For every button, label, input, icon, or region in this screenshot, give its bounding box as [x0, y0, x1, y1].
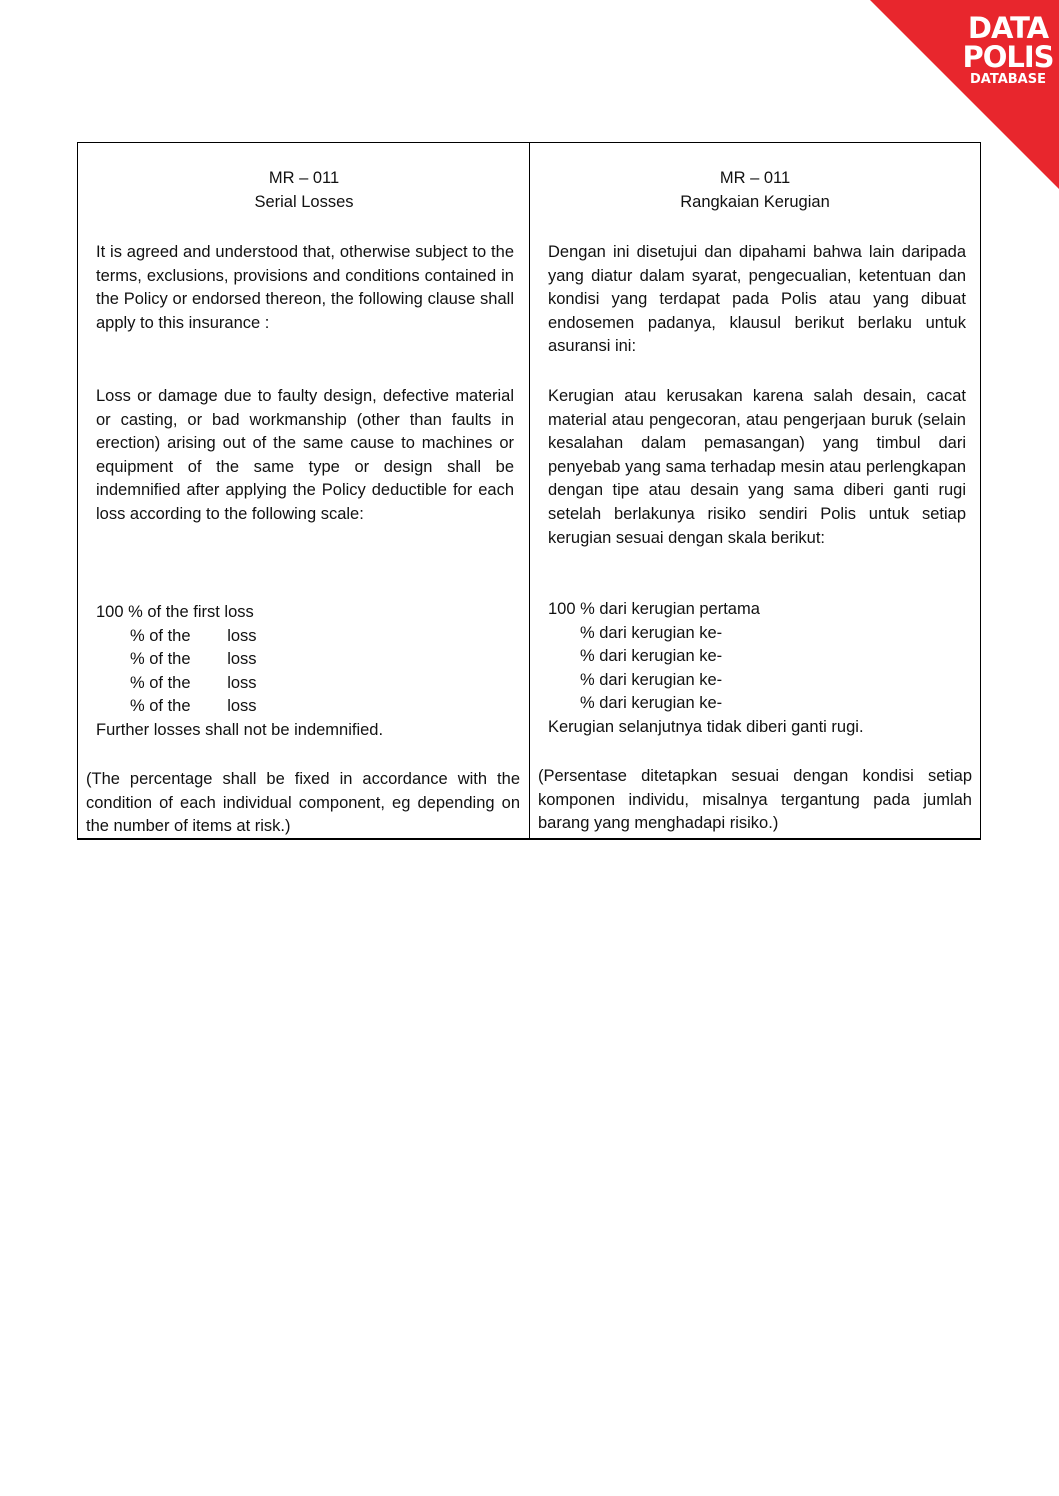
indonesian-note: (Persentase ditetapkan sesuai dengan kondisi setiap komponen individu, misalnya tergantung pada jumlah barang yang menghadapi risiko.)	[538, 767, 972, 833]
clause-table	[77, 142, 981, 840]
indonesian-scale-row: % dari kerugian ke-	[580, 694, 723, 713]
english-scale	[96, 601, 514, 743]
indonesian-scale-row: % dari kerugian ke-	[580, 623, 723, 642]
brand-logo-line1: DATA	[967, 11, 1049, 45]
english-further-losses: Further losses shall not be indemnified.	[96, 720, 384, 739]
english-note: (The percentage shall be fixed in accordance with the condition of each individual component, eg depending on the number of items at risk.)	[86, 770, 520, 836]
indonesian-heading	[530, 167, 980, 214]
english-scale-row: % of the loss	[130, 673, 257, 692]
brand-logo	[958, 11, 1058, 87]
indonesian-clause-title: Rangkaian Kerugian	[680, 192, 830, 211]
indonesian-clause-code: MR – 011	[719, 169, 791, 187]
english-clause-title: Serial Losses	[254, 192, 354, 211]
english-clause-code: MR – 011	[268, 169, 340, 187]
indonesian-intro: Dengan ini disetujui dan dipahami bahwa lain daripada yang diatur dalam syarat, pengecualian, ketentuan dan kondisi yang terdapat pada Polis atau yang dibuat endosemen padanya, klausul berikut berlaku untuk asuransi ini:	[548, 243, 966, 356]
english-scale-row: % of the loss	[130, 626, 257, 645]
indonesian-scale-row: % dari kerugian ke-	[580, 670, 723, 689]
indonesian-column	[530, 143, 980, 838]
english-column	[78, 143, 530, 838]
brand-logo-line3: DATABASE	[970, 72, 1046, 87]
english-intro: It is agreed and understood that, otherwise subject to the terms, exclusions, provisions and conditions contained in the Policy or endorsed thereon, the following clause shall apply to this insurance :	[96, 243, 514, 332]
brand-logo-line2: POLIS	[962, 40, 1054, 74]
english-heading	[78, 167, 530, 214]
indonesian-scale	[548, 598, 966, 740]
english-scale-row: 100 % of the first loss	[96, 603, 254, 621]
indonesian-body: Kerugian atau kerusakan karena salah desain, cacat material atau pengecoran, atau pengerjaan buruk (selain kesalahan dalam pemasangan) yang timbul dari penyebab yang sama terhadap mesin atau perlengkapan dengan tipe atau desain yang sama diberi ganti rugi setelah berlakunya risiko sendiri Polis untuk setiap kerugian sesuai dengan skala berikut:	[548, 387, 966, 547]
indonesian-scale-row: % dari kerugian ke-	[580, 647, 723, 666]
indonesian-scale-row: 100 % dari kerugian pertama	[548, 600, 760, 618]
indonesian-further-losses: Kerugian selanjutnya tidak diberi ganti rugi.	[548, 717, 864, 736]
english-body: Loss or damage due to faulty design, defective material or casting, or bad workmanship (other than faults in erection) arising out of the same cause to machines or equipment of the same type or design shall be indemnified after applying the Policy deductible for each loss according to the following scale:	[96, 387, 514, 523]
english-scale-row: % of the loss	[130, 697, 257, 716]
english-scale-row: % of the loss	[130, 650, 257, 669]
